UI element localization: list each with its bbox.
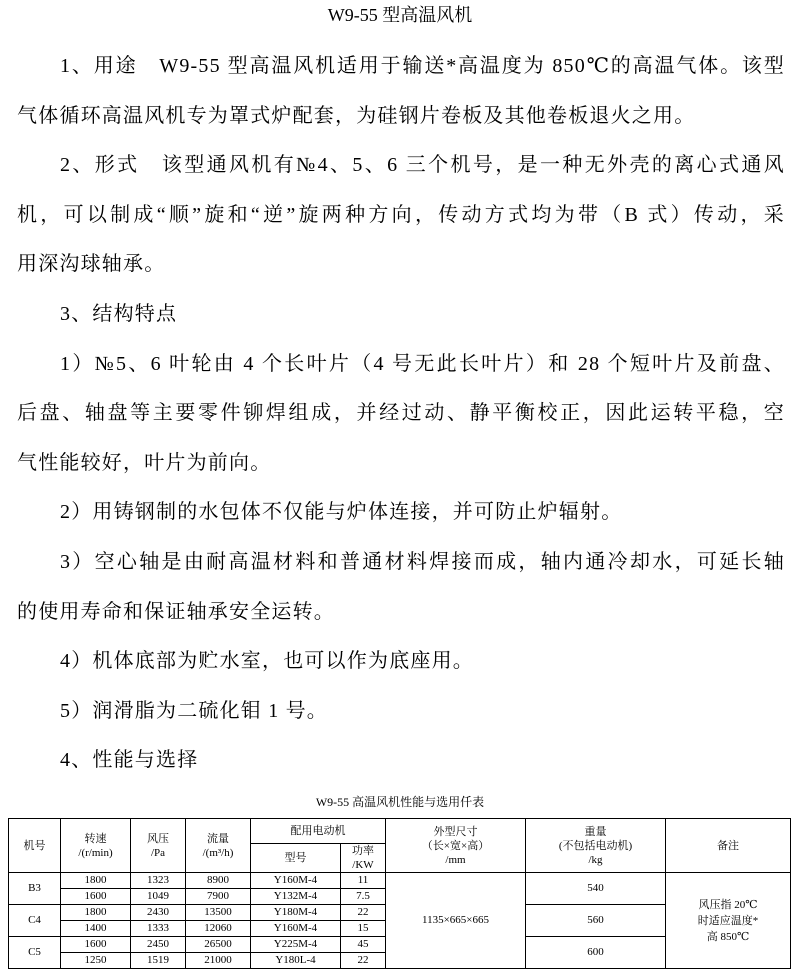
cell-speed: 1400 [61,921,131,937]
cell-power: 45 [341,937,386,953]
paragraph-structure-2 [17,488,785,538]
header-remarks: 备注 [666,819,791,873]
cell-speed: 1250 [61,953,131,969]
cell-flow: 21000 [186,953,251,969]
header-weight-label: 重量 [584,825,607,838]
remark-line: 时适应温度* [697,914,759,927]
header-motor: 配用电动机 [251,819,386,844]
paragraph-structure-5 [17,687,785,737]
remark-line: 风压指 20℃ [698,898,758,911]
paragraph-line: 3）空心轴是由耐高温材料和普通材料焊接而成，轴内通冷却水，可延长轴 [60,550,785,573]
cell-pressure: 1519 [131,953,186,969]
document-body [17,42,785,786]
header-weight [526,819,666,873]
cell-pressure: 1049 [131,889,186,905]
cell-motor-type: Y160M-4 [251,921,341,937]
cell-speed: 1800 [61,905,131,921]
header-power-label: 功率 [352,845,374,857]
cell-pressure: 2430 [131,905,186,921]
header-model-no: 机号 [9,819,61,873]
header-speed-unit: /(r/min) [78,846,113,859]
cell-motor-type: Y132M-4 [251,889,341,905]
header-weight-unit: /kg [588,853,603,866]
header-pressure [131,819,186,873]
cell-flow: 12060 [186,921,251,937]
paragraph-line: 4、性能与选择 [60,749,199,772]
cell-flow: 13500 [186,905,251,921]
cell-weight: 560 [526,905,666,937]
paragraph-line: 气体循环高温风机专为罩式炉配套，为硅钢片卷板及其他卷板退火之用。 [17,104,696,127]
cell-flow: 8900 [186,873,251,889]
header-flow [186,819,251,873]
paragraph-line: 4）机体底部为贮水室，也可以作为底座用。 [60,650,474,673]
paragraph-usage [17,42,785,141]
table-header-row [9,819,791,844]
cell-model-no: C5 [9,937,61,969]
cell-pressure: 1333 [131,921,186,937]
header-dimensions-unit: /mm [445,853,466,866]
performance-table [8,818,791,969]
table-caption: W9-55 高温风机性能与选用仟表 [315,795,485,809]
cell-motor-type: Y225M-4 [251,937,341,953]
header-pressure-label: 风压 [147,832,169,845]
cell-speed: 1600 [61,889,131,905]
header-flow-unit: /(m³/h) [202,846,234,859]
header-speed [61,819,131,873]
cell-power: 7.5 [341,889,386,905]
header-dimensions-detail: （长×宽×高） [421,839,490,852]
cell-model-no: B3 [9,873,61,905]
header-flow-label: 流量 [207,832,229,845]
paragraph-line: 气性能较好，叶片为前向。 [17,451,272,474]
paragraph-line: 2、形式 该型通风机有№4、5、6 三个机号，是一种无外壳的离心式通风 [60,154,785,177]
cell-speed: 1800 [61,873,131,889]
cell-weight: 540 [526,873,666,905]
paragraph-line: 用深沟球轴承。 [17,253,166,276]
paragraph-structure-3 [17,538,785,637]
header-pressure-unit: /Pa [150,846,166,859]
cell-power: 11 [341,873,386,889]
cell-motor-type: Y160M-4 [251,873,341,889]
header-dimensions [386,819,526,873]
section-heading-performance [17,736,785,786]
header-dimensions-label: 外型尺寸 [433,825,478,838]
cell-remarks [666,873,791,969]
cell-model-no: C4 [9,905,61,937]
header-power-unit: /KW [352,859,374,871]
paragraph-line: 5）润滑脂为二硫化钼 1 号。 [60,699,328,722]
header-speed-label: 转速 [84,832,107,845]
cell-power: 22 [341,905,386,921]
cell-dimensions: 1135×665×665 [386,873,526,969]
header-power [341,844,386,873]
remark-line: 高 850℃ [706,930,750,943]
section-heading-structure [17,290,785,340]
cell-power: 15 [341,921,386,937]
cell-weight: 600 [526,937,666,969]
cell-flow: 26500 [186,937,251,953]
cell-pressure: 2450 [131,937,186,953]
paragraph-line: 1、用途 W9-55 型高温风机适用于输送*高温度为 850℃的高温气体。该型 [60,55,785,77]
paragraph-structure-4 [17,637,785,687]
cell-motor-type: Y180L-4 [251,953,341,969]
cell-motor-type: Y180M-4 [251,905,341,921]
paragraph-form [17,141,785,290]
paragraph-structure-1 [17,340,785,489]
header-weight-detail: (不包括电动机) [558,839,633,852]
table-row [9,873,791,889]
cell-flow: 7900 [186,889,251,905]
paragraph-line: 3、结构特点 [60,302,178,325]
document-title: W9-55 型高温风机 [327,5,473,25]
header-motor-type: 型号 [251,844,341,873]
paragraph-line: 1）№5、6 叶轮由 4 个长叶片（4 号无此长叶片）和 28 个短叶片及前盘、 [60,352,785,375]
cell-speed: 1600 [61,937,131,953]
paragraph-line: 的使用寿命和保证轴承安全运转。 [17,600,335,623]
paragraph-line: 后盘、轴盘等主要零件铆焊组成，并经过动、静平衡校正，因此运转平稳，空 [17,402,785,425]
cell-pressure: 1323 [131,873,186,889]
paragraph-line: 2）用铸钢制的水包体不仅能与炉体连接，并可防止炉辐射。 [60,501,623,524]
paragraph-line: 机，可以制成“顺”旋和“逆”旋两种方向，传动方式均为带（B 式）传动，采 [17,203,785,226]
cell-power: 22 [341,953,386,969]
